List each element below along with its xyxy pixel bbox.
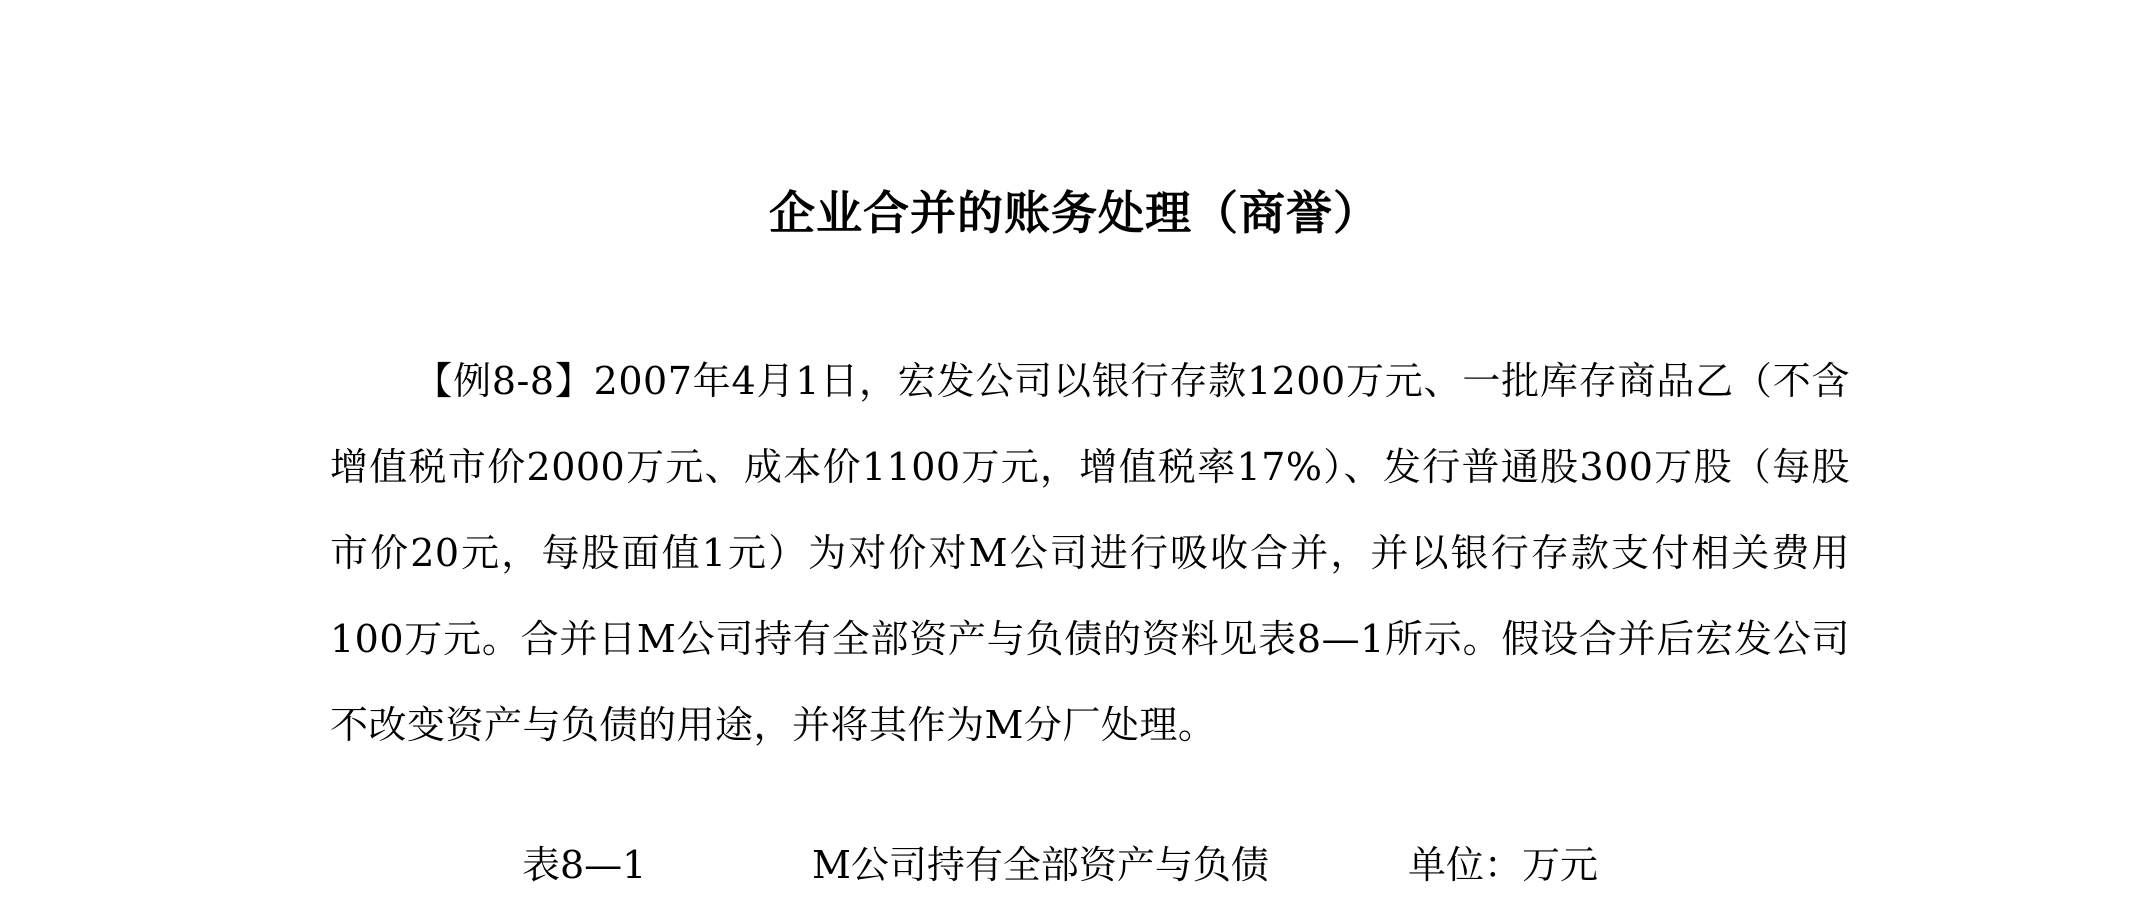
table-unit: 单位：万元 <box>1408 843 1599 887</box>
table-caption <box>0 835 2149 895</box>
table-title: M公司持有全部资产与负债 <box>812 843 1269 887</box>
document-title: 企业合并的账务处理（商誉） <box>769 186 1380 240</box>
example-paragraph <box>330 338 1850 768</box>
example-paragraph-text: 【例8-8】2007年4月1日，宏发公司以银行存款1200万元、一批库存商品乙（不含增值税市价2000万元、成本价1100万元，增值税率17%）、发行普通股300万股（每股市价20元，每股面值1元）为对价对M公司进行吸收合并，并以银行存款支付相关费用100万元。合并日M公司持有全部资产与负债的资料见表8—1所示。假设合并后宏发公司不改变资产与负债的用途，并将其作为M分厂处理。 <box>330 359 1850 747</box>
table-number: 表8—1 <box>522 843 647 887</box>
